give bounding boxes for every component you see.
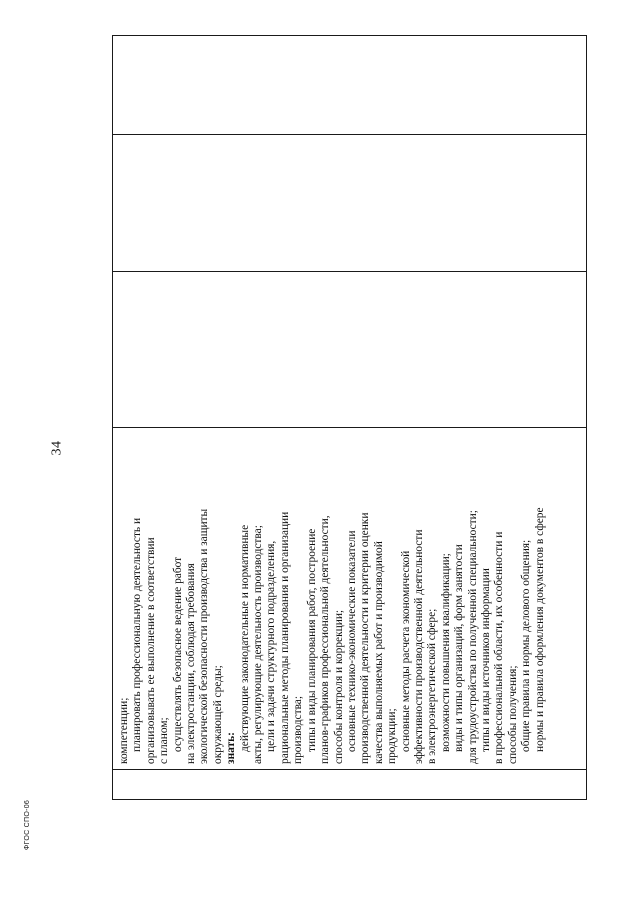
text-line: для трудоустройства по полученной специальности; xyxy=(466,510,479,764)
text-line: рациональные методы планирования и организации xyxy=(278,511,291,764)
text-line: организовывать ее выполнение в соответствии xyxy=(144,537,157,764)
column-divider-2 xyxy=(112,427,587,428)
text-line: планов-графиков профессиональной деятельности, xyxy=(319,515,332,764)
table-bottom-border xyxy=(586,35,587,800)
text-line: типы и виды планирования работ, построение xyxy=(305,528,318,752)
text-line: компетенции; xyxy=(118,697,130,764)
column-divider-4 xyxy=(112,134,587,135)
text-line: планировать профессиональную деятельность и xyxy=(131,517,144,752)
text-line: способы контроля и коррекции; xyxy=(332,609,345,764)
competence-cell-text xyxy=(118,434,547,764)
text-line: продукции; xyxy=(386,708,399,764)
page-number: 34 xyxy=(49,440,65,456)
text-line: экологической безопасности производства и защиты xyxy=(198,508,211,764)
text-line: на электростанции, соблюдая требования xyxy=(185,563,198,764)
column-divider-1 xyxy=(112,769,587,770)
text-line: типы и виды источников информации xyxy=(479,568,492,752)
text-line: в электроэнергетической сфере; xyxy=(426,608,439,764)
text-line: способы получения; xyxy=(506,665,519,764)
text-line: акты, регулирующие деятельность производства; xyxy=(252,525,265,764)
rotated-table-page xyxy=(112,35,587,800)
text-line: окружающей среды; xyxy=(211,665,224,764)
table-top-border xyxy=(112,35,113,800)
column-divider-3 xyxy=(112,271,587,272)
text-line: возможности повышения квалификации; xyxy=(439,553,452,752)
table-left-border xyxy=(112,799,587,800)
text-line: с планом; xyxy=(158,717,171,764)
text-line: качества выполняемых работ и производимой xyxy=(372,541,385,764)
text-line: основные технико-экономические показатели xyxy=(345,530,358,752)
text-line: производства; xyxy=(292,695,305,764)
text-line: знать: xyxy=(225,732,238,764)
text-line: эффективности производственной деятельности xyxy=(412,529,425,764)
text-line: цели и задачи структурного подразделения, xyxy=(265,540,278,752)
text-line: общие правила и нормы делового общения; xyxy=(520,539,533,752)
text-line: виды и типы организаций, форм занятости xyxy=(453,544,466,752)
text-line: осуществлять безопасное ведение работ xyxy=(171,556,184,752)
text-line: основные методы расчета экономической xyxy=(399,550,412,752)
document-code: ФГОС СПО-06 xyxy=(24,799,31,850)
table-right-border xyxy=(112,35,587,36)
text-line: производственной деятельности и критерии оценки xyxy=(359,512,372,764)
text-line: в профессиональной области, их особенности и xyxy=(493,531,506,764)
text-line: нормы и правила оформления документов в сфере xyxy=(533,507,546,752)
text-line: действующие законодательные и нормативные xyxy=(238,524,251,752)
